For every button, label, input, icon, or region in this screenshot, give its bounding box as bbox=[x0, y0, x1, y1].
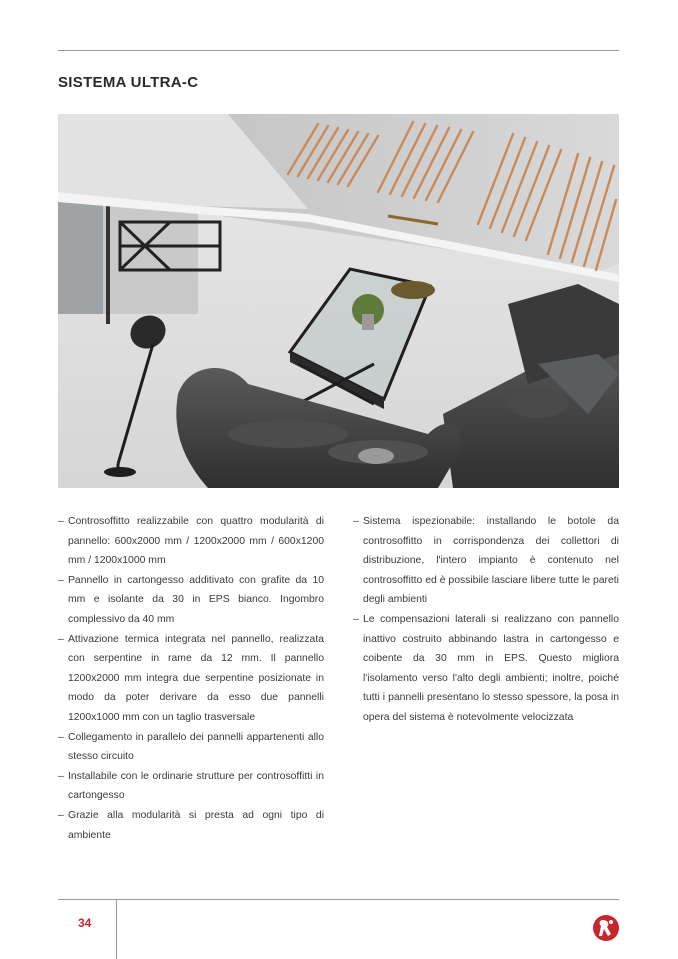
left-feature-list bbox=[58, 512, 324, 845]
list-item bbox=[58, 571, 324, 630]
list-item-text: Pannello in cartongesso additivato con grafite da 10 mm e isolante da 30 in EPS bianco. Ingombro complessivo da 40 mm bbox=[68, 574, 324, 625]
hero-image bbox=[58, 114, 619, 488]
dash-bullet: – bbox=[353, 613, 359, 625]
dash-bullet: – bbox=[353, 516, 359, 527]
dash-bullet: – bbox=[58, 633, 64, 645]
right-feature-list bbox=[353, 512, 619, 728]
list-item-text: Grazie alla modularità si presta ad ogni tipo di ambiente bbox=[68, 809, 324, 841]
list-item-text: Sistema ispezionabile: installando le botole da controsoffitto in corrispondenza dei collettori di distribuzione, l'intero impianto è contenuto nel controsoffitto ed è possibile lasciare libere tutte le pareti degli ambienti bbox=[363, 516, 619, 606]
brand-logo-icon bbox=[592, 914, 620, 942]
list-item bbox=[58, 767, 324, 806]
dash-bullet: – bbox=[58, 809, 64, 821]
dash-bullet: – bbox=[58, 770, 64, 782]
list-item-text: Installabile con le ordinarie strutture per controsoffitti in cartongesso bbox=[68, 770, 324, 802]
bottom-rule bbox=[58, 899, 619, 900]
list-item bbox=[58, 512, 324, 571]
dash-bullet: – bbox=[58, 574, 64, 586]
list-item-text: Le compensazioni laterali si realizzano con pannello inattivo costruito abbinando lastra in cartongesso e coibente da 30 mm in EPS. Questo migliora l'isolamento verso l'alto degli ambienti; inoltre, poiché tutti i pannelli presentano lo stesso spessore, la posa in opera del sistema è notevolmente velocizzata bbox=[363, 613, 619, 723]
list-item-text: Attivazione termica integrata nel pannello, realizzata con serpentine in rame da 12 mm. Il pannello 1200x2000 mm integra due serpentine posizionate in modo da poter derivare da esso due pannelli 1200x1000 mm con un taglio trasversale bbox=[68, 633, 324, 723]
list-item bbox=[58, 806, 324, 845]
interior-rendering-icon bbox=[58, 114, 619, 488]
dash-bullet: – bbox=[58, 731, 64, 743]
list-item bbox=[58, 728, 324, 767]
footer-divider bbox=[116, 899, 117, 959]
dash-bullet: – bbox=[58, 516, 64, 527]
list-item-text: Collegamento in parallelo dei pannelli appartenenti allo stesso circuito bbox=[68, 731, 324, 763]
top-rule bbox=[58, 50, 619, 51]
list-item-text: Controsoffitto realizzabile con quattro modularità di pannello: 600x2000 mm / 1200x2000 mm / 600x1200 mm / 1200x1000 mm bbox=[68, 516, 324, 567]
list-item bbox=[353, 512, 619, 610]
list-item bbox=[353, 610, 619, 728]
page-title: SISTEMA ULTRA-C bbox=[58, 74, 199, 91]
list-item bbox=[58, 630, 324, 728]
page-number: 34 bbox=[78, 916, 92, 930]
